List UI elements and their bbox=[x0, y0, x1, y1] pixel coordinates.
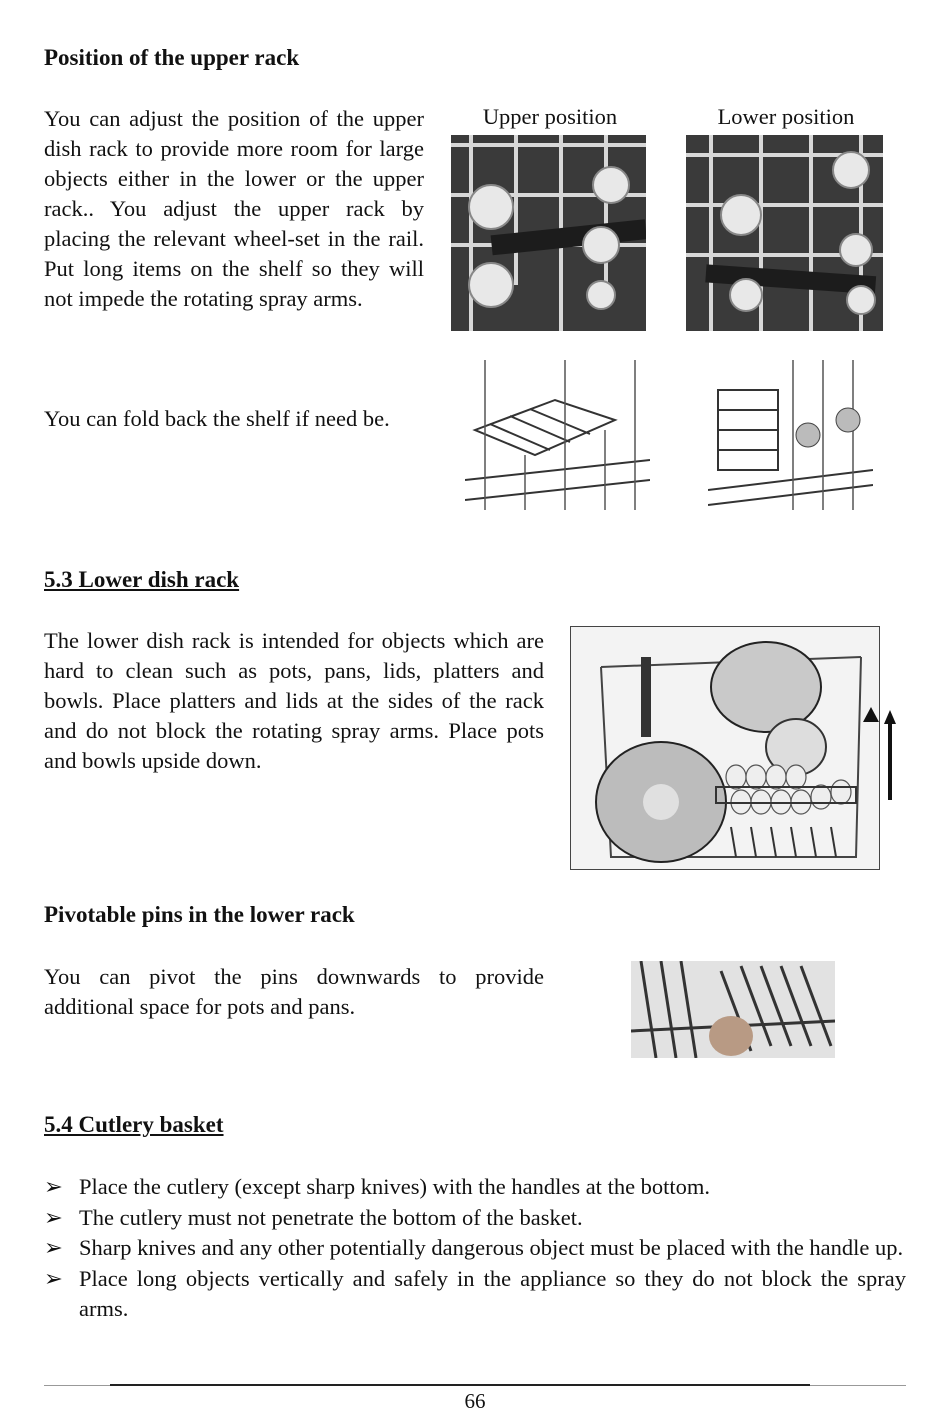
lower-rack-illustration bbox=[570, 626, 880, 870]
cutlery-bullet-list bbox=[44, 1172, 906, 1325]
list-item bbox=[44, 1233, 906, 1264]
list-item bbox=[44, 1172, 906, 1203]
caption-upper-position: Upper position bbox=[482, 104, 618, 129]
upper-rack-paragraph: You can adjust the position of the upper dish rack to provide more room for large objects either in the lower or the upper rack.. You adjust the upper rack by placing the relevant wheel-set in the rail. Put long items on the shelf so they will not impede the rotating spray arms. bbox=[44, 106, 424, 311]
bullet-text: Place the cutlery (except sharp knives) with the handles at the bottom. bbox=[79, 1174, 711, 1199]
heading-upper-rack: Position of the upper rack bbox=[44, 45, 300, 70]
bullet-text: Sharp knives and any other potentially dangerous object must be placed with the handle up. bbox=[79, 1235, 904, 1260]
bullet-text: The cutlery must not penetrate the bottom of the basket. bbox=[79, 1204, 583, 1230]
list-item bbox=[44, 1203, 906, 1234]
lower-rack-paragraph: The lower dish rack is intended for objects which are hard to clean such as pots, pans, lids, platters and bowls. Place platters and lids at the sides of the rack and do not block the rotating spray arms. Place pots and bowls upside down. bbox=[44, 628, 544, 773]
arrow-bullet-icon: ➢ bbox=[44, 1235, 63, 1260]
page-number: 66 bbox=[464, 1389, 486, 1413]
lower-position-photo bbox=[686, 135, 883, 331]
shelf-unfolded-sketch bbox=[465, 360, 650, 510]
arrow-bullet-icon: ➢ bbox=[44, 1174, 63, 1199]
arrow-bullet-icon: ➢ bbox=[44, 1204, 63, 1230]
footer-rule-bold bbox=[110, 1384, 810, 1386]
heading-cutlery-basket: 5.4 Cutlery basket bbox=[44, 1112, 224, 1137]
heading-pivotable-pins: Pivotable pins in the lower rack bbox=[44, 902, 355, 927]
pivotable-pins-paragraph: You can pivot the pins downwards to provide additional space for pots and pans. bbox=[44, 964, 544, 1019]
pivotable-pins-photo bbox=[631, 961, 835, 1058]
fold-shelf-paragraph: You can fold back the shelf if need be. bbox=[44, 406, 390, 431]
up-arrow-icon bbox=[884, 710, 896, 800]
shelf-folded-sketch bbox=[708, 360, 873, 510]
caption-lower-position: Lower position bbox=[717, 104, 855, 129]
list-item bbox=[44, 1264, 906, 1325]
heading-lower-dish-rack: 5.3 Lower dish rack bbox=[44, 567, 240, 592]
upper-position-photo bbox=[451, 135, 646, 331]
bullet-text: Place long objects vertically and safely in the appliance so they do not block the spray arms. bbox=[79, 1265, 906, 1321]
arrow-bullet-icon: ➢ bbox=[44, 1265, 63, 1291]
